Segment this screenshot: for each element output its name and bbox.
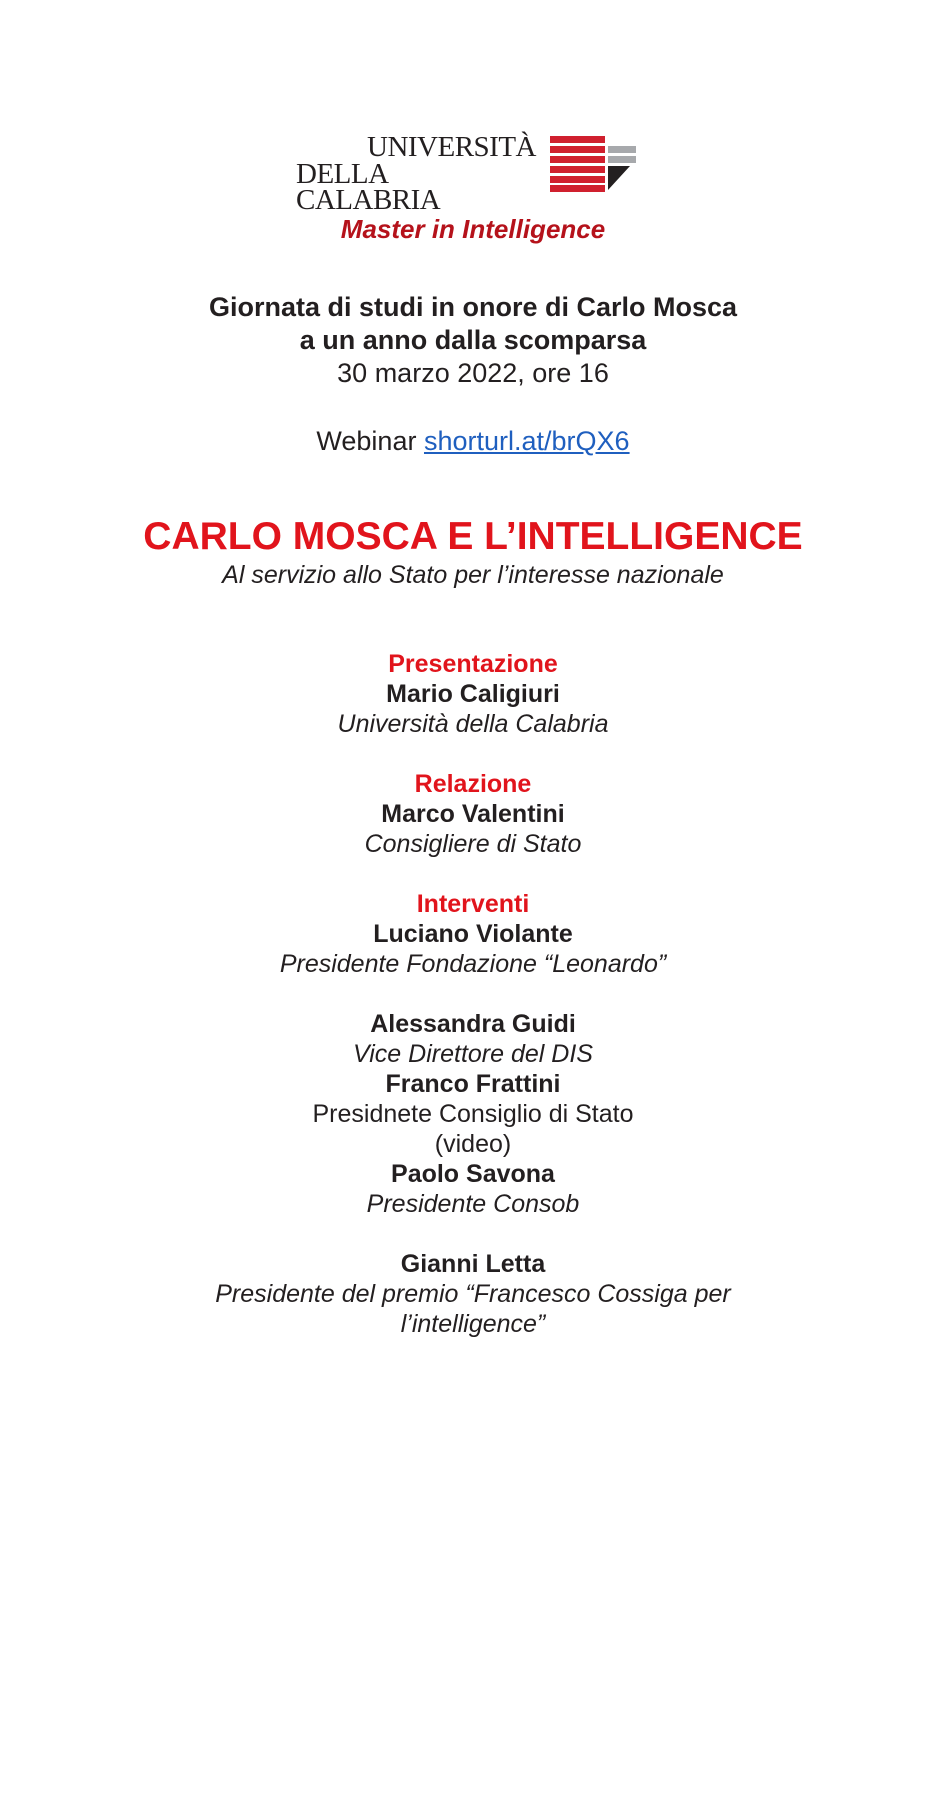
logo-stripes-icon (550, 136, 636, 192)
section-label: Presentazione (388, 650, 558, 678)
event-title-line2: a un anno dalla scomparsa (299, 325, 647, 355)
speaker-role: Consigliere di Stato (364, 830, 582, 858)
speaker-note: (video) (434, 1130, 512, 1158)
logo-line-calabria: DELLA CALABRIA (296, 158, 441, 216)
speaker-group (0, 1009, 946, 1219)
speaker-role: Presidente del premio “Francesco Cossiga per (215, 1280, 731, 1308)
main-title: CARLO MOSCA E L’INTELLIGENCE (143, 515, 803, 558)
event-date: 30 marzo 2022, ore 16 (337, 358, 609, 388)
speaker-name: Alessandra Guidi (370, 1010, 576, 1038)
speaker-role: l’intelligence” (400, 1310, 546, 1338)
webinar-line (0, 424, 946, 458)
master-title: Master in Intelligence (340, 214, 606, 244)
speaker-name: Mario Caligiuri (386, 680, 560, 708)
speaker-name: Luciano Violante (373, 920, 573, 948)
section-label: Relazione (414, 770, 532, 798)
speaker-name: Paolo Savona (391, 1160, 555, 1188)
speaker-role: Presidente Consob (366, 1190, 580, 1218)
section-label: Interventi (416, 890, 530, 918)
university-logo (296, 131, 636, 216)
speaker-name: Gianni Letta (400, 1250, 546, 1278)
section-relazione (0, 769, 946, 859)
section-interventi (0, 889, 946, 979)
speaker-role: Presidnete Consiglio di Stato (312, 1100, 634, 1128)
subtitle: Al servizio allo Stato per l’interesse nazionale (222, 561, 724, 589)
speaker-role: Presidente Fondazione “Leonardo” (279, 950, 667, 978)
speaker-name: Marco Valentini (381, 800, 565, 828)
event-title-line1: Giornata di studi in onore di Carlo Mosca (208, 292, 738, 322)
speaker-role: Vice Direttore del DIS (353, 1040, 593, 1068)
section-presentazione (0, 649, 946, 739)
webinar-label: Webinar (316, 426, 417, 456)
logo-line-universita: UNIVERSITÀ (367, 131, 536, 163)
speaker-role: Università della Calabria (337, 710, 609, 738)
event-title (0, 291, 946, 357)
speaker-name: Franco Frattini (385, 1070, 561, 1098)
speaker-group-final (0, 1249, 946, 1339)
webinar-link[interactable]: shorturl.at/brQX6 (423, 426, 630, 456)
